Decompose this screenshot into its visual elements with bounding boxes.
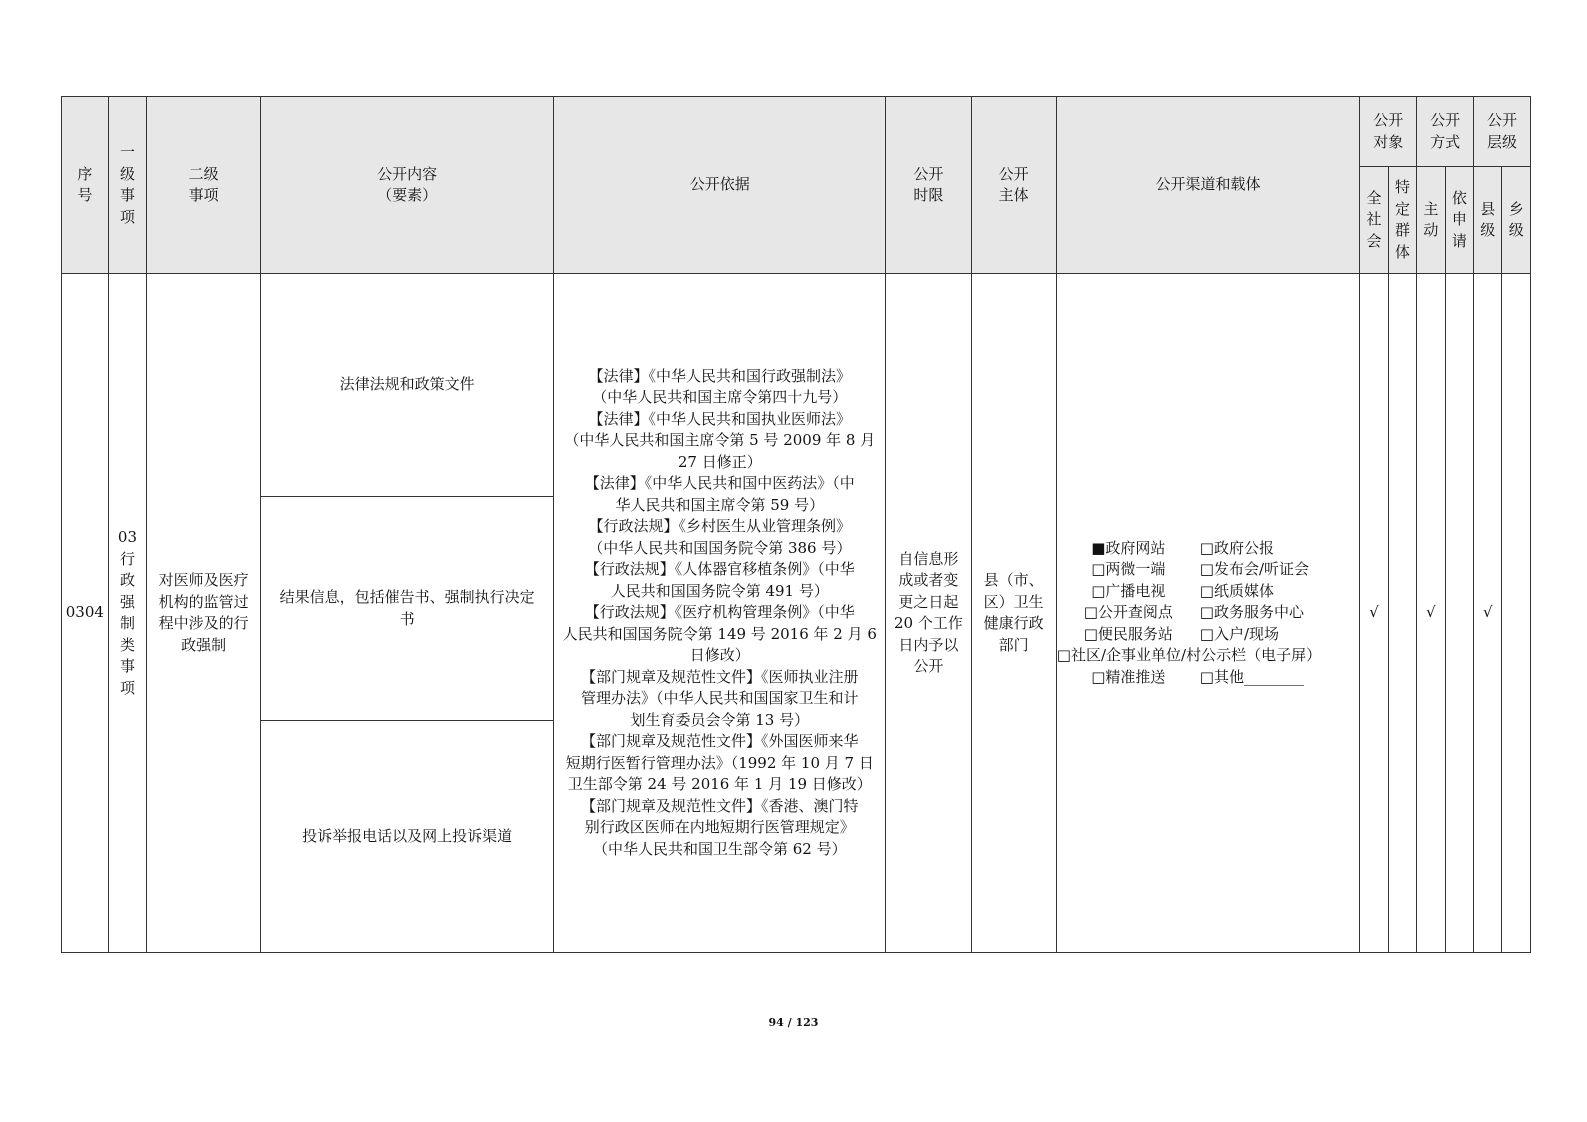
header-method (1417, 97, 1474, 167)
text-line: 20 个工作 (893, 614, 963, 632)
text-line: 【法律】《中华人民共和国执业医师法》 (588, 409, 852, 428)
text-line: 27 日修正） (677, 452, 762, 471)
text-line: 时限 (913, 186, 944, 204)
text-line: 级 (119, 164, 135, 183)
channel-option: □公开查阅点 (1083, 603, 1173, 622)
text-line: 【行政法规】《人体器官移植条例》（中华 (584, 560, 855, 579)
text-line: 主体 (998, 186, 1029, 204)
row-subject (971, 274, 1056, 953)
row-target-all: √ (1360, 274, 1388, 953)
text-line: 日内予以 (898, 635, 959, 654)
header-target-specific (1388, 167, 1416, 274)
text-line: （要素） (377, 186, 438, 204)
content-item-1 (260, 274, 553, 497)
text-line: 级 (1508, 221, 1524, 239)
text-line: 政强制 (181, 635, 227, 654)
text-line: 程中涉及的行 (158, 614, 249, 632)
disclosure-table (61, 96, 1531, 953)
text-line: 机构的监管过 (158, 592, 249, 611)
header-content (260, 97, 553, 274)
channel-option: □社区/企事业单位/村公示栏（电子屏） (1056, 646, 1322, 665)
row-time-limit (886, 274, 971, 953)
channel-option: □入户/现场 (1199, 624, 1280, 643)
text-line: 主 (1423, 199, 1439, 218)
text-line: 事 (119, 186, 135, 204)
text-line: 华人民共和国主席令第 59 号） (615, 495, 825, 514)
row-target-specific (1388, 274, 1416, 953)
channel-option: ■政府网站 (1091, 538, 1166, 557)
header-target-all (1360, 167, 1388, 274)
header-method-request (1445, 167, 1473, 274)
header-basis: 公开依据 (554, 97, 886, 274)
text-line: 体 (1394, 242, 1410, 261)
text-line: 别行政区医师在内地短期行医管理规定》 (584, 818, 855, 837)
text-line: 县（市、 (983, 571, 1044, 589)
page-number: 94 / 123 (768, 1016, 819, 1029)
channel-option: □政府公报 (1199, 538, 1274, 557)
channel-row (1057, 624, 1360, 646)
text-line: 公开 (1487, 111, 1518, 129)
row-level-county: √ (1474, 274, 1502, 953)
channel-option: □两微一端 (1091, 560, 1166, 579)
header-time-limit (886, 97, 971, 274)
text-line: 项 (119, 678, 135, 697)
text-line: 公开 (913, 657, 944, 675)
text-line: 强 (119, 592, 135, 611)
text-line: 【行政法规】《乡村医生从业管理条例》 (588, 517, 852, 536)
text-line: 政 (119, 571, 135, 589)
channel-row (1057, 667, 1360, 689)
row-level-town (1502, 274, 1531, 953)
text-line: 【法律】《中华人民共和国行政强制法》 (588, 366, 852, 385)
channel-list (1057, 538, 1360, 689)
channel-row (1057, 559, 1360, 581)
header-level-county (1474, 167, 1502, 274)
text-line: 日修改） (689, 646, 750, 665)
channel-option: □纸质媒体 (1199, 581, 1274, 600)
text-line: 对医师及医疗 (158, 571, 249, 589)
text-line: 制 (119, 614, 135, 632)
text-line: 部门 (998, 635, 1029, 654)
text-line: 人民共和国国务院令第 491 号） (610, 581, 829, 600)
row-basis (554, 274, 886, 953)
text-line: 县 (1480, 199, 1496, 218)
text-line: 社 (1366, 210, 1382, 229)
channel-option: □其他________ (1199, 667, 1304, 686)
text-line: 请 (1451, 231, 1467, 250)
text-line: 【法律】《中华人民共和国中医药法》（中 (584, 474, 855, 493)
text-line: （中华人民共和国主席令第 5 号 2009 年 8 月 (564, 431, 876, 450)
text-line: 事 (119, 657, 135, 675)
row-level1 (108, 274, 147, 953)
content-item-3 (260, 721, 553, 953)
text-line: 特 (1394, 178, 1410, 196)
row-method-request (1445, 274, 1473, 953)
text-line: 公开内容 (377, 164, 438, 183)
text-line: 类 (119, 635, 135, 654)
text-line: 卫生部令第 24 号 2016 年 1 月 19 日修改） (567, 775, 872, 794)
channel-option: □精准推送 (1091, 667, 1166, 686)
header-level1 (108, 97, 147, 274)
header-seq (62, 97, 109, 274)
header-level-town (1502, 167, 1531, 274)
text-line: 方式 (1430, 132, 1461, 151)
text-line: 书 (399, 609, 415, 628)
text-line: 对象 (1373, 132, 1404, 151)
text-line: 【行政法规】《医疗机构管理条例》（中华 (584, 603, 855, 622)
text-line: 【部门规章及规范性文件】《香港、澳门特 (581, 796, 859, 815)
header-subject (971, 97, 1056, 274)
text-line: （中华人民共和国国务院令第 386 号） (588, 538, 852, 557)
channel-row (1057, 602, 1360, 624)
text-line: 短期行医暂行管理办法》（1992 年 10 月 7 日 (565, 753, 874, 772)
text-line: 动 (1423, 221, 1439, 239)
text-line: 全 (1366, 188, 1382, 207)
row-channels (1056, 274, 1360, 953)
text-line: 法律法规和政策文件 (339, 375, 475, 394)
text-line: 【部门规章及规范性文件】《医师执业注册 (581, 667, 859, 686)
text-line: 区）卫生 (983, 592, 1044, 611)
text-line: 成或者变 (898, 571, 959, 589)
channel-option: □政务服务中心 (1199, 603, 1304, 622)
text-line: 乡 (1508, 199, 1524, 218)
text-line: 更之日起 (898, 592, 959, 611)
header-channels: 公开渠道和载体 (1056, 97, 1360, 274)
text-line: 划生育委员会令第 13 号） (630, 710, 810, 729)
text-line: 结果信息，包括催告书、强制执行决定 (279, 588, 535, 606)
text-line: 级 (1480, 221, 1496, 239)
row-level2 (147, 274, 261, 953)
row-method-active: √ (1417, 274, 1445, 953)
text-line: 申 (1451, 210, 1467, 229)
text-line: 二级 (188, 164, 219, 183)
text-line: 序 (77, 164, 93, 183)
text-line: 层级 (1487, 132, 1518, 151)
text-line: 会 (1366, 231, 1382, 250)
text-line: 自信息形 (898, 549, 959, 568)
text-line: 群 (1394, 221, 1410, 239)
text-line: 投诉举报电话以及网上投诉渠道 (302, 826, 513, 845)
header-target (1360, 97, 1417, 167)
channel-row (1057, 581, 1360, 603)
text-line: 项 (119, 207, 135, 226)
channel-option: □广播电视 (1091, 581, 1166, 600)
text-line: 公开 (913, 164, 944, 183)
text-line: 号 (77, 186, 93, 204)
data-row-1 (62, 274, 1531, 497)
text-line: 03 (117, 528, 138, 546)
text-line: 一 (119, 143, 135, 161)
text-line: 公开 (1430, 111, 1461, 129)
channel-row (1057, 538, 1360, 560)
text-line: 依 (1451, 188, 1467, 207)
text-line: （中华人民共和国卫生部令第 62 号） (592, 839, 847, 858)
text-line: 定 (1394, 199, 1410, 218)
text-line: 人民共和国国务院令第 149 号 2016 年 2 月 6 (562, 624, 877, 643)
text-line: 行 (119, 549, 135, 568)
text-line: 健康行政 (983, 614, 1044, 632)
channel-row (1057, 645, 1360, 667)
content-item-2 (260, 497, 553, 721)
header-method-active (1417, 167, 1445, 274)
header-level (1474, 97, 1531, 167)
header-row-1 (62, 97, 1531, 167)
row-seq: 0304 (62, 274, 109, 953)
text-line: 公开 (998, 164, 1029, 183)
header-level2 (147, 97, 261, 274)
text-line: 【部门规章及规范性文件】《外国医师来华 (581, 732, 859, 751)
channel-option: □发布会/听证会 (1199, 560, 1310, 579)
text-line: 公开 (1373, 111, 1404, 129)
text-line: （中华人民共和国主席令第四十九号） (592, 388, 848, 407)
text-line: 事项 (188, 186, 219, 204)
channel-option: □便民服务站 (1083, 624, 1173, 643)
text-line: 管理办法》（中华人民共和国国家卫生和计 (581, 689, 859, 708)
